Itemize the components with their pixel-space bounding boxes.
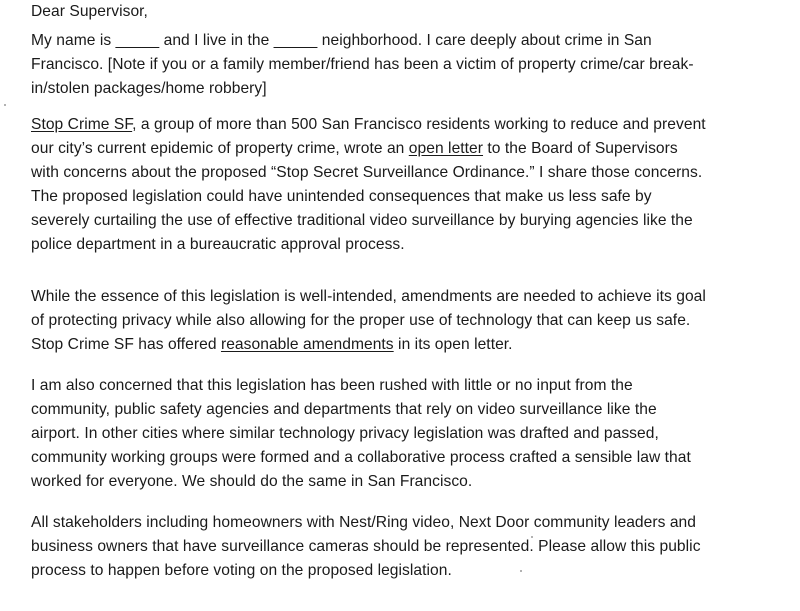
p1-text: our city’s current epidemic of property crime, wrote an bbox=[31, 140, 409, 157]
p1-text: to the Board of Supervisors bbox=[483, 140, 678, 157]
open-letter-link[interactable]: open letter bbox=[408, 140, 484, 157]
p3-line-3: airport. In other cities where similar technology privacy legislation was drafted and passed, bbox=[31, 425, 659, 442]
p1-text: , a group of more than 500 San Francisco residents working to reduce and prevent bbox=[132, 116, 706, 133]
intro-line-3: in/stolen packages/home robbery] bbox=[31, 80, 267, 97]
p3-line-2: community, public safety agencies and departments that rely on video surveillance like the bbox=[31, 401, 657, 418]
p2-line-1: While the essence of this legislation is well-intended, amendments are needed to achieve its goal bbox=[31, 288, 706, 305]
p1-line-1 bbox=[31, 115, 706, 135]
p2-line-2: of protecting privacy while also allowing for the proper use of technology that can keep us safe. bbox=[31, 312, 691, 329]
neighborhood-blank: _____ bbox=[273, 32, 318, 49]
p1-line-3: with concerns about the proposed “Stop Secret Surveillance Ordinance.” I share those concerns. bbox=[31, 164, 703, 181]
intro-line-1 bbox=[31, 31, 652, 51]
p2-line-3 bbox=[31, 335, 513, 355]
p3-line-5: worked for everyone. We should do the same in San Francisco. bbox=[31, 473, 473, 490]
p1-line-5: severely curtailing the use of effective traditional video surveillance by burying agencies like the bbox=[31, 212, 693, 229]
reasonable-amendments-link[interactable]: reasonable amendments bbox=[220, 336, 394, 353]
intro-text: neighborhood. I care deeply about crime in San bbox=[317, 32, 652, 49]
p1-line-4: The proposed legislation could have unintended consequences that make us less safe by bbox=[31, 188, 652, 205]
p4-line-3: process to happen before voting on the proposed legislation. bbox=[31, 562, 452, 579]
p4-line-2: business owners that have surveillance cameras should be represented. Please allow this public bbox=[31, 538, 701, 555]
scan-speck bbox=[4, 104, 6, 106]
intro-line-2: Francisco. [Note if you or a family member/friend has been a victim of property crime/car break- bbox=[31, 56, 694, 73]
p1-line-6: police department in a bureaucratic approval process. bbox=[31, 236, 405, 253]
p3-line-1: I am also concerned that this legislation has been rushed with little or no input from the bbox=[31, 377, 633, 394]
scan-speck bbox=[531, 536, 533, 538]
salutation: Dear Supervisor, bbox=[31, 3, 148, 20]
stop-crime-sf-link[interactable]: Stop Crime SF bbox=[31, 116, 133, 133]
p1-line-2 bbox=[31, 139, 678, 159]
p2-text: in its open letter. bbox=[393, 336, 513, 353]
scan-speck bbox=[520, 570, 522, 572]
intro-text: My name is bbox=[31, 32, 116, 49]
p4-line-1: All stakeholders including homeowners with Nest/Ring video, Next Door community leaders and bbox=[31, 514, 696, 531]
intro-text: and I live in the bbox=[159, 32, 274, 49]
p2-text: Stop Crime SF has offered bbox=[31, 336, 221, 353]
name-blank: _____ bbox=[115, 32, 160, 49]
p3-line-4: community working groups were formed and a collaborative process crafted a sensible law that bbox=[31, 449, 691, 466]
